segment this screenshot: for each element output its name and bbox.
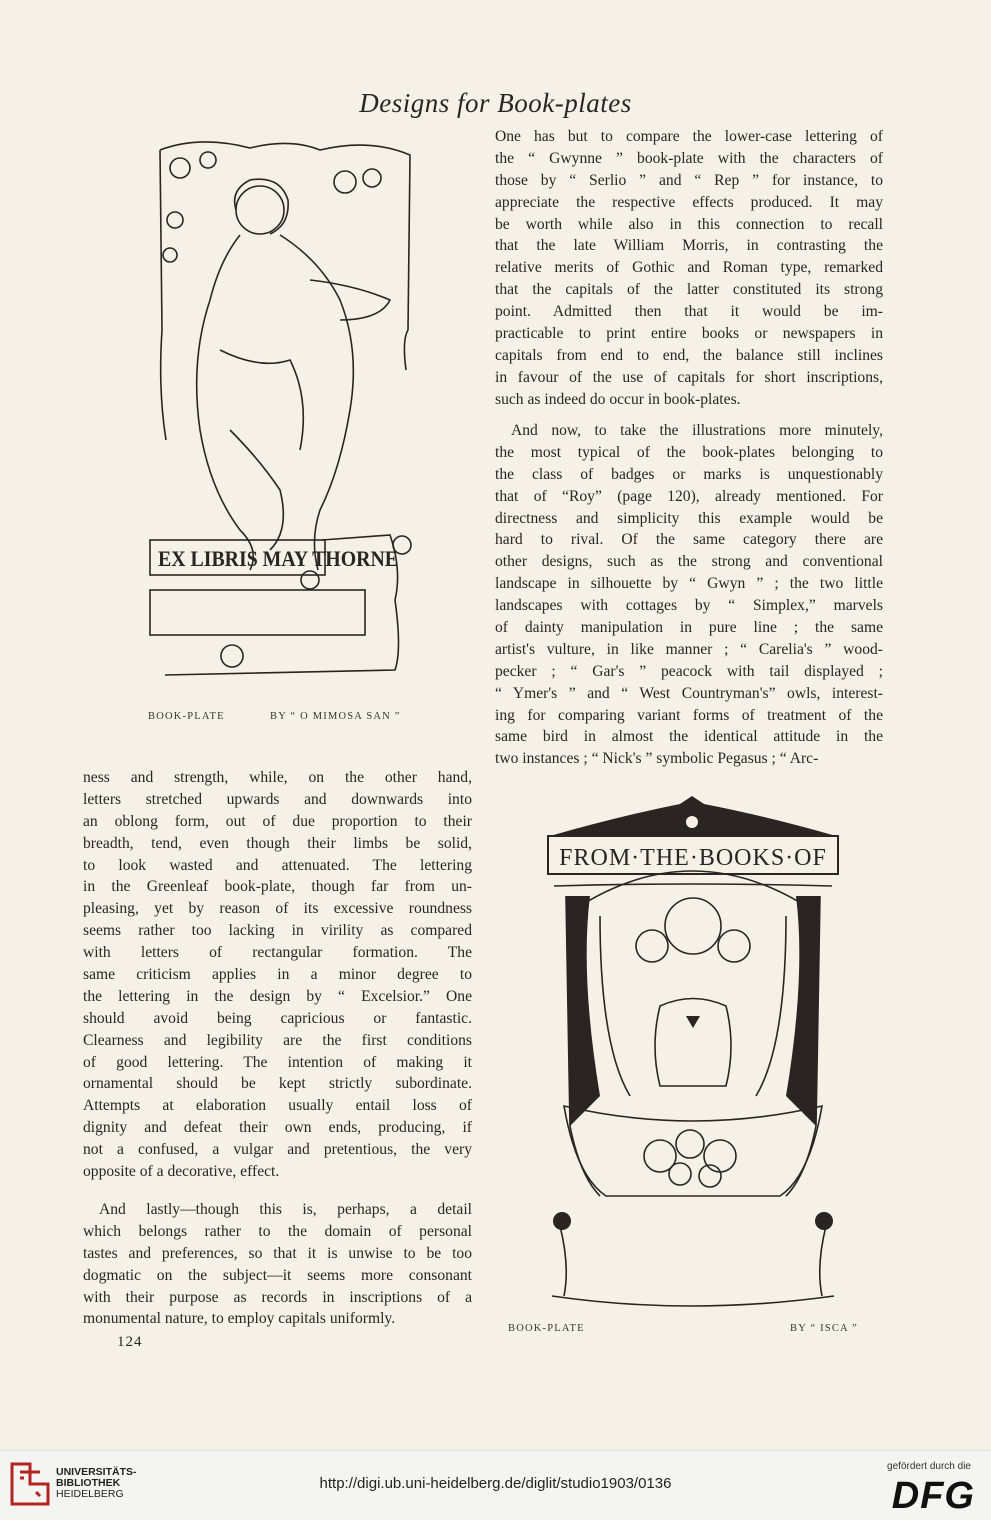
text-line: And now, to take the illustrations more minutely, [511, 422, 883, 439]
plate2-banner-text: FROM·THE·BOOKS·OF [559, 845, 827, 871]
university-line-2: BIBLIOTHEK [56, 1477, 121, 1489]
text-line: ness and strength, while, on the other hand, [83, 769, 472, 786]
text-line: with their purpose as records in inscriptions of a [83, 1288, 472, 1306]
bookplate-mimosa-san-illustration [140, 130, 425, 690]
page-number: 124 [117, 1334, 143, 1350]
text-line: Clearness and legibility are the first conditions [83, 1031, 472, 1049]
text-line: in the Greenleaf book-plate, though far from un- [83, 878, 472, 896]
text-line: pecker ; “ Gar's ” peacock with tail displayed ; [495, 662, 883, 680]
plate1-caption-right: BY “ O MIMOSA SAN ” [270, 711, 401, 722]
left-column-paragraph-2 [83, 1199, 472, 1330]
text-line: not a confused, a vulgar and pretentious, the very [83, 1141, 472, 1159]
text-line: landscape in silhouette by “ Gwyn ” ; the two little [495, 575, 883, 593]
text-line: of good lettering. The intention of making it [83, 1053, 472, 1071]
text-line: to look wasted and attenuated. The lettering [83, 856, 472, 874]
text-line: One has but to compare the lower-case lettering of [495, 128, 883, 145]
text-line: the class of badges or marks is unquestionably [495, 465, 883, 483]
text-line: dogmatic on the subject—it seems more consonant [83, 1266, 472, 1284]
text-line: same criticism applies in a minor degree to [83, 966, 472, 984]
text-line: of dainty manipulation in pure line ; the same [495, 619, 883, 637]
text-line: the lettering in the design by “ Excelsior.” One [83, 987, 472, 1005]
text-line: dignity and defeat their own ends, producing, if [83, 1119, 472, 1137]
text-line: hard to rival. Of the same category there are [495, 531, 883, 549]
bookplate-isca-illustration [540, 796, 846, 1310]
text-line: those by “ Serlio ” and “ Rep ” for instance, to [495, 171, 883, 189]
text-line: And lastly—though this is, perhaps, a detail [99, 1201, 472, 1218]
text-line: two instances ; “ Nick's ” symbolic Pegasus ; “ Arc- [495, 750, 819, 768]
text-line: seems rather too lacking in virility as compared [83, 922, 472, 940]
dfg-logo: DFG [891, 1475, 975, 1517]
plate1-lettering: EX LIBRIS MAY THORNE [158, 546, 398, 571]
text-line: an oblong form, out of due proportion to their [83, 812, 472, 830]
text-line: the “ Gwynne ” book-plate with the characters of [495, 149, 883, 167]
text-line: monumental nature, to employ capitals uniformly. [83, 1310, 396, 1328]
text-line: ing for comparing variant forms of treatment of the [495, 706, 883, 724]
text-line: point. Admitted then that it would be im- [495, 303, 883, 321]
text-line: landscapes with cottages by “ Simplex,” marvels [495, 597, 883, 615]
text-line: pleasing, yet by reason of its excessive roundness [83, 900, 472, 918]
text-line: artist's vulture, in like manner ; “ Carelia's ” wood- [495, 640, 883, 658]
university-line-1: UNIVERSITÄTS- [56, 1466, 137, 1478]
text-line: other designs, such as the strong and conventional [495, 553, 883, 571]
text-line: capitals from end to end, the balance still inclines [495, 346, 883, 364]
text-line: same bird in almost the identical attitude in the [495, 728, 883, 746]
text-line: letters stretched upwards and downwards into [83, 790, 472, 808]
text-line: which belongs rather to the domain of personal [83, 1222, 472, 1240]
text-line: such as indeed do occur in book-plates. [495, 390, 741, 408]
text-line: directness and simplicity this example would be [495, 509, 883, 527]
right-column-paragraph-2 [495, 420, 883, 770]
text-line: should avoid being capricious or fantastic. [83, 1009, 472, 1027]
plate1-caption-left: BOOK-PLATE [148, 711, 225, 722]
left-column-paragraph-1 [83, 767, 472, 1183]
text-line: opposite of a decorative, effect. [83, 1163, 280, 1181]
permalink-url[interactable]: http://digi.ub.uni-heidelberg.de/diglit/studio1903/0136 [319, 1475, 672, 1492]
running-head: Designs for Book-plates [359, 88, 632, 118]
text-line: Attempts at elaboration usually entail loss of [83, 1097, 472, 1115]
text-line: practicable to print entire books or newspapers in [495, 325, 883, 343]
viewer-footer [0, 1450, 991, 1520]
plate2-caption-left: BOOK-PLATE [508, 1323, 585, 1334]
text-line: in favour of the use of capitals for short inscriptions, [495, 368, 883, 386]
text-line: breadth, tend, even though their limbs be solid, [83, 834, 472, 852]
funding-note: gefördert durch die [887, 1461, 971, 1472]
text-line: that of “Roy” (page 120), already mentioned. For [495, 487, 883, 505]
text-line: tastes and preferences, so that it is unwise to be too [83, 1244, 472, 1262]
text-line: that the capitals of the latter constituted its strong [495, 281, 883, 299]
text-line: that the late William Morris, in contrasting the [495, 237, 883, 255]
text-line: appreciate the respective effects produced. It may [495, 193, 883, 211]
plate2-caption-right: BY “ ISCA ” [790, 1323, 858, 1334]
university-line-3: HEIDELBERG [56, 1488, 124, 1500]
text-line: relative merits of Gothic and Roman type, remarked [495, 259, 883, 277]
right-column-paragraph-1 [495, 126, 883, 411]
text-line: be worth while also in this connection to recall [495, 215, 883, 233]
text-line: the most typical of the book-plates belonging to [495, 443, 883, 461]
text-line: with letters of rectangular formation. The [83, 944, 472, 962]
text-line: ornamental should be kept strictly subordinate. [83, 1075, 472, 1093]
text-line: “ Ymer's ” and “ West Countryman's” owls, interest- [495, 684, 883, 702]
